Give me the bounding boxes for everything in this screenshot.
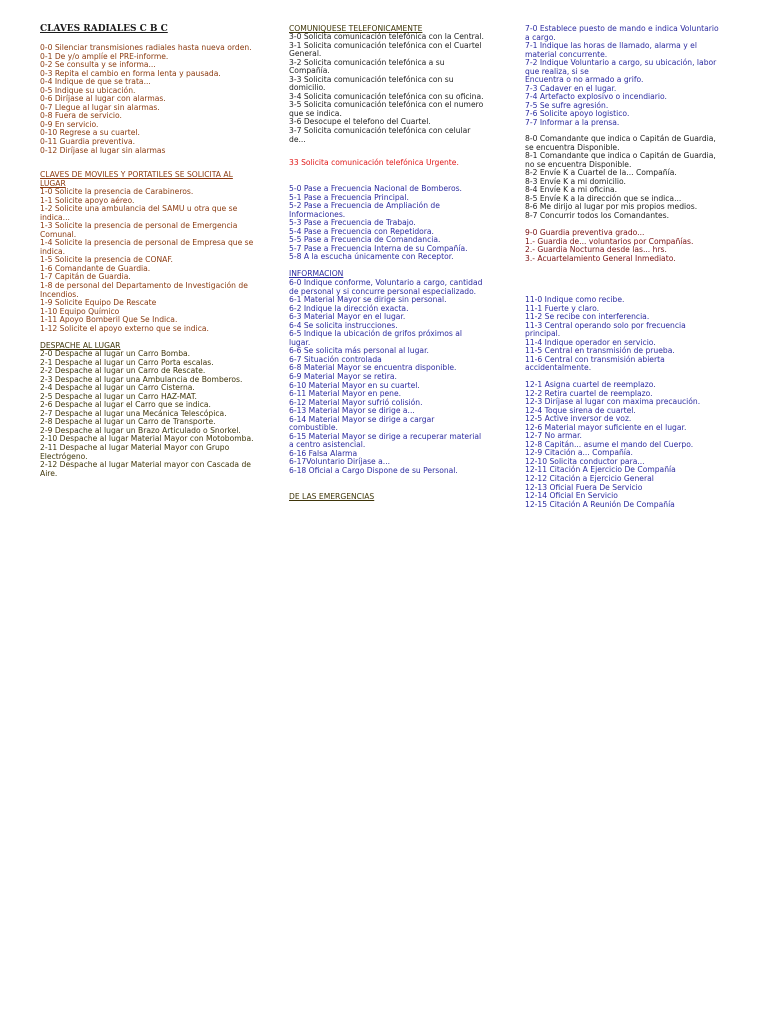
clave-item: 1-0 Solicite la presencia de Carabineros. [40,187,194,196]
clave-item: 0-6 Diríjase al lugar con alarmas. [40,94,166,104]
clave-item: 5-1 Pase a Frecuencia Principal. [289,192,409,202]
clave-item: 1-2 Solicite una ambulancia del SAMU u otra que se indica... [40,204,238,222]
clave-item: 1-11 Apoyo Bomberil Que Se Indica. [40,315,178,325]
clave-item: 3-5 Solicita comunicación telefónica con el numero que se indica. [289,100,484,118]
claves-8-list [525,135,721,220]
clave-item: 12-13 Oficial Fuera De Servicio [525,482,643,492]
clave-item: 8-6 Me dirijo al lugar por mis propios medios. [525,202,698,212]
clave-item: 8-5 Envíe K a la dirección que se indica... [525,193,682,203]
clave-item: 6-6 Se solicita más personal al lugar. [289,346,429,356]
clave-item: 3-6 Desocupe el telefono del Cuartel. [289,117,431,127]
clave-item: 3-1 Solicita comunicación telefónica con el Cuartel General. [289,40,482,59]
clave-item: 6-16 Falsa Alarma [289,448,358,458]
clave-item: 1-4 Solicite la presencia de personal de Empresa que se indica. [40,238,254,256]
page-title: CLAVES RADIALES C B C [40,24,168,34]
clave-item: 12-6 Material mayor suficiente en el lugar. [525,422,687,432]
claves-5-list [289,185,485,262]
clave-item: 12-4 Toque sirena de cuartel. [525,405,636,415]
clave-item: 2.- Guardia Nocturna desde las... hrs. [525,245,667,255]
clave-item: 0-8 Fuera de servicio. [40,111,122,121]
clave-item: 6-1 Material Mayor se dirige sin personal. [289,295,447,305]
clave-item: 8-4 Envíe K a mi oficina. [525,185,618,195]
clave-item: 2-1 Despache al lugar un Carro Porta escalas. [40,357,214,367]
informacion-heading: INFORMACION [289,269,344,278]
despache-heading: DESPACHE AL LUGAR [40,341,121,350]
clave-item: 6-9 Material Mayor se retira. [289,372,397,382]
clave-item: 7-0 Establece puesto de mando e indica Voluntario a cargo. [525,24,719,42]
clave-item: 11-2 Se recibe con interferencia. [525,312,650,322]
clave-item: 0-7 Llegue al lugar sin alarmas. [40,102,160,112]
clave-item: 0-1 De y/o amplíe el PRE-informe. [40,51,169,61]
clave-item: 0-11 Guardia preventiva. [40,137,136,147]
clave-item: 5-2 Pase a Frecuencia de Ampliación de Informaciones. [289,201,440,219]
clave-item: 1-1 Solicite apoyo aéreo. [40,195,135,205]
clave-item: 2-9 Despache al lugar un Brazo Articulado o Snorkel. [40,425,241,435]
clave-item: 6-4 Se solicita instrucciones. [289,320,398,330]
clave-item: 3-0 Solicita comunicación telefónica con la Central. [289,32,484,41]
clave-item: 11-3 Central operando solo por frecuencia principal. [525,320,686,339]
clave-item: 5-7 Pase a Frecuencia Interna de su Compañía. [289,243,468,253]
claves-12-list [525,381,721,509]
claves-3-list [289,33,485,144]
clave-item: 0-9 En servicio. [40,119,99,129]
clave-item: 12-7 No armar. [525,431,582,441]
clave-item: 7-2 Indique Voluntario a cargo, su ubicación, labor que realiza, si se [525,58,717,76]
clave-item: 1.- Guardia de... voluntarios por Compañías. [525,236,694,246]
clave-item: 12-11 Citación A Ejercicio De Compañía [525,465,676,475]
clave-item: 5-4 Pase a Frecuencia con Repetidora. [289,226,434,236]
clave-item: 0-5 Indique su ubicación. [40,85,136,95]
clave-item: 7-6 Solicite apoyo logistico. [525,109,630,119]
claves-11-list [525,296,721,373]
clave-item: 7-1 Indique las horas de llamado, alarma y el material concurrente. [525,41,697,59]
clave-item: 8-3 Envíe K a mi domicilio. [525,176,626,186]
clave-item: 1-7 Capitán de Guardia. [40,272,131,282]
clave-item: 6-17Voluntario Diríjase a... [289,457,391,467]
clave-item: 3-2 Solicita comunicación telefónica a su Compañía. [289,57,445,76]
claves-2-list [40,350,258,478]
clave-item: 6-11 Material Mayor en pene. [289,389,402,399]
clave-item: 3-7 Solicita comunicación telefónica con celular de... [289,126,471,144]
clave-item: 1-5 Solicite la presencia de CONAF. [40,255,173,265]
clave-item: 7-5 Se sufre agresión. [525,100,609,110]
clave-item: 11-4 Indique operador en servicio. [525,337,656,347]
clave-item: 11-0 Indique como recibe. [525,295,625,304]
clave-item: 12-3 Diríjase al lugar con maxima precaución. [525,397,701,407]
clave-item: Encuentra o no armado a grifo. [525,75,644,85]
clave-item: 12-15 Citación A Reunión De Compañía [525,499,675,509]
clave-item: 11-1 Fuerte y claro. [525,303,599,313]
comuniquese-heading: COMUNIQUESE TELEFONICAMENTE [289,24,423,33]
clave-item: 5-5 Pase a Frecuencia de Comandancia. [289,235,441,245]
clave-item: 11-6 Central con transmisión abierta accidentalmente. [525,354,665,373]
clave-item: 8-2 Envíe K a Cuartel de la... Compañía. [525,168,677,178]
clave-item: 2-4 Despache al lugar un Carro Cisterna. [40,383,195,393]
clave-item: 2-3 Despache al lugar una Ambulancia de Bomberos. [40,374,243,384]
clave-item: 12-10 Solicita conductor para... [525,456,645,466]
clave-item: 7-3 Cadaver en el lugar. [525,83,617,93]
clave-item: 5-8 A la escucha únicamente con Receptor. [289,252,454,262]
clave-item: 2-12 Despache al lugar Material mayor con Cascada de Aire. [40,460,251,478]
clave-item: 3-4 Solicita comunicación telefónica con su oficina. [289,91,484,101]
clave-item: 0-2 Se consulta y se informa... [40,60,156,70]
clave-item: 11-5 Central en transmisión de prueba. [525,346,675,356]
clave-item: 5-0 Pase a Frecuencia Nacional de Bomberos. [289,184,462,193]
clave-item: 1-12 Solicite el apoyo externo que se indica. [40,323,209,333]
clave-item: 6-13 Material Mayor se dirige a... [289,406,415,416]
clave-item: 8-0 Comandante que indica o Capitán de Guardia, se encuentra Disponible. [525,134,716,152]
clave-item: 7-4 Artefacto explosivo o incendiario. [525,92,667,102]
clave-item: 6-15 Material Mayor se dirige a recuperar material a centro asistencial. [289,431,482,450]
clave-item: 6-5 Indique la ubicación de grifos próximos al lugar. [289,329,463,347]
clave-item: 12-12 Citación a Ejercicio General [525,474,654,484]
clave-item: 0-10 Regrese a su cuartel. [40,128,140,138]
claves-6-list [289,279,485,476]
clave-item: 2-0 Despache al lugar un Carro Bomba. [40,349,191,358]
emergencias-heading: DE LAS EMERGENCIAS [289,492,375,501]
clave-item: 6-7 Situación controlada [289,354,382,364]
clave-item: 12-5 Active inversor de voz. [525,414,632,424]
clave-item: 0-4 Indique de que se trata... [40,77,151,87]
clave-item: 0-0 Silenciar transmisiones radiales hasta nueva orden. [40,43,252,52]
clave-item: 6-14 Material Mayor se dirige a cargar combustible. [289,414,435,433]
clave-item: 2-5 Despache al lugar un Carro HAZ-MAT. [40,391,197,401]
clave-item: 3-3 Solicita comunicación telefónica con su domicilio. [289,74,454,93]
clave-item: 2-6 Despache al lugar el Carro que se indica. [40,400,211,410]
clave-item: 12-9 Citación a... Compañía. [525,448,633,458]
clave-item: 1-10 Equipo Químico [40,306,120,316]
clave-item: 1-3 Solicite la presencia de personal de Emergencia Comunal. [40,221,238,239]
claves-9-list [525,229,721,263]
clave-item: 6-18 Oficial a Cargo Dispone de su Personal. [289,466,458,476]
clave-item: 9-0 Guardia preventiva grado... [525,228,645,237]
claves-7-list [525,25,721,128]
clave-item: 7-7 Informar a la prensa. [525,118,620,128]
clave-item: 1-9 Solicite Equipo De Rescate [40,298,157,308]
clave-item: 1-6 Comandante de Guardia. [40,263,151,273]
clave-item: 6-10 Material Mayor en su cuartel. [289,380,420,390]
clave-item: 0-3 Repita el cambio en forma lenta y pausada. [40,68,221,78]
clave-item: 6-8 Material Mayor se encuentra disponible. [289,363,457,373]
clave-item: 8-7 Concurrir todos los Comandantes. [525,210,670,220]
clave-item: 6-3 Material Mayor en el lugar. [289,312,406,322]
claves-0-list [40,44,258,155]
clave-item: 2-8 Despache al lugar un Carro de Transporte. [40,417,216,427]
clave-item: 2-2 Despache al lugar un Carro de Rescate. [40,366,206,376]
moviles-heading: CLAVES DE MOVILES Y PORTATILES SE SOLICITA AL LUGAR [40,170,233,188]
clave-item: 12-14 Oficial En Servicio [525,491,618,501]
clave-item: 0-12 Diríjase al lugar sin alarmas [40,145,166,155]
clave-item: 6-2 Indique la dirección exacta. [289,303,409,313]
clave-33: 33 Solicita comunicación telefónica Urgente. [289,158,459,167]
clave-item: 3.- Acuartelamiento General Inmediato. [525,253,676,263]
clave-item: 2-11 Despache al lugar Material Mayor con Grupo Electrógeno. [40,443,230,461]
clave-item: 1-8 de personal del Departamento de Investigación de Incendios. [40,281,248,299]
clave-item: 5-3 Pase a Frecuencia de Trabajo. [289,218,416,228]
clave-item: 2-10 Despache al lugar Material Mayor con Motobomba. [40,434,254,444]
clave-item: 8-1 Comandante que indica o Capitán de Guardia, no se encuentra Disponible. [525,151,716,169]
clave-item: 2-7 Despache al lugar una Mecánica Telescópica. [40,408,227,418]
claves-1-list [40,188,258,333]
clave-item: 12-1 Asigna cuartel de reemplazo. [525,380,656,389]
clave-item: 12-2 Retira cuartel de reemplazo. [525,388,653,398]
clave-item: 12-8 Capitán... asume el mando del Cuerpo. [525,439,694,449]
clave-item: 6-0 Indique conforme, Voluntario a cargo, cantidad de personal y si concurre personal especializado. [289,278,483,296]
clave-item: 6-12 Material Mayor sufrió colisión. [289,397,423,407]
